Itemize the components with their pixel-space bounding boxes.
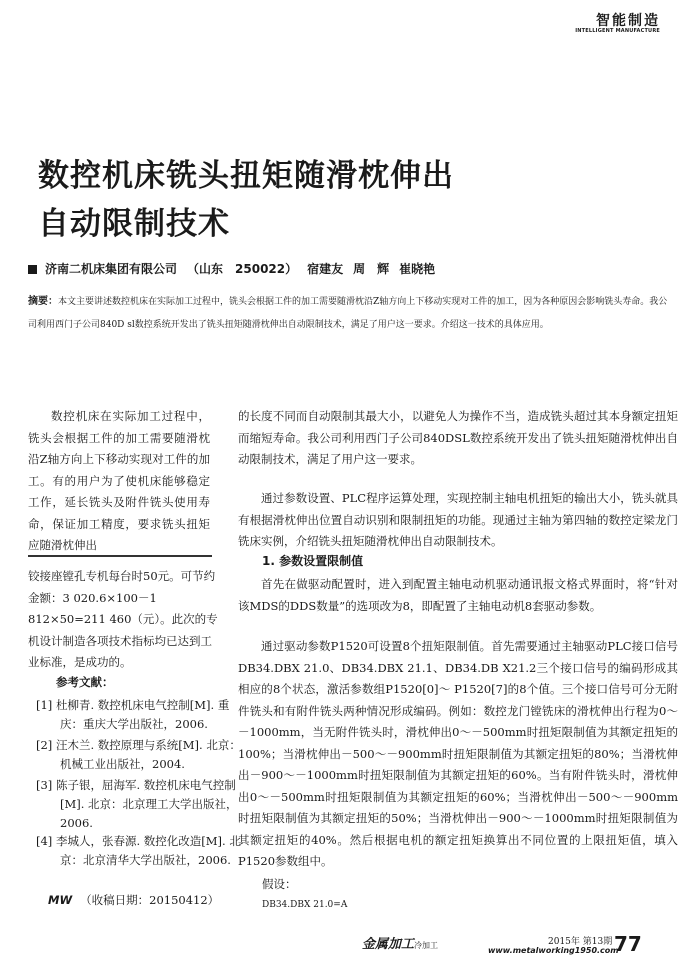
reference-item: [3] 陈子银，屈海军. 数控机床电气控制[M]. 北京：北京理工大学出版社，2006. — [36, 778, 238, 830]
formula-line: DB34.DBX 21.0=A — [262, 900, 348, 910]
body-paragraph — [238, 636, 678, 873]
abstract-text: 本文主要讲述数控机床在实际加工过程中，铣头会根据工件的加工需要随滑枕沿Z轴方向上下移动实现对工件的加工，因为各种原因会影响铣头寿命。我公司利用西门子公司840D sl数控系统开发出了铣头扭矩随滑枕伸出自动限制技术，满足了用户这一要求。介绍这一技术的具体应用。 — [28, 297, 668, 330]
author: 周 辉 — [353, 262, 390, 276]
reference-item: [1] 杜柳青. 数控机床电气控制[M]. 重庆：重庆大学出版社，2006. — [36, 698, 230, 731]
affiliation-line — [28, 260, 445, 277]
paragraph-text: 通过驱动参数P1520可设置8个扭矩限制值。首先需要通过主轴驱动PLC接口信号DB34.DBX 21.0、DB34.DBX 21.1、DB34.DB X21.2三个接口信号的编码形成其相应的8个状态，激活参数组P1520[0]～ P1520[7]的8个值。三个接口信号可分无附件铣头和有附件铣头两种情况形成编码。例如：数控龙门镗铣床的滑枕伸出行程为0～－1000mm，当无附件铣头时，滑枕伸出0～－500mm时扭矩限制值为其额定扭矩的100%；当滑枕伸出－500～－900mm时扭矩限制值为其额定扭矩的80%；当滑枕伸出－900～－1000mm时扭矩限制值为其额定扭矩的60%。当有附件铣头时，滑枕伸出0～－500mm时扭矩限制值为其额定扭矩的60%；当滑枕伸出－500～－900mm时扭矩限制值为其额定扭矩的50%；当滑枕伸出－900～－1000mm时扭矩限制值为其额定扭矩的40%。然后根据电机的额定扭矩换算出不同位置的上限扭矩值，填入P1520参数组中。 — [238, 639, 678, 868]
body-paragraph — [238, 488, 678, 553]
paragraph-text: 的长度不同而自动限制其最大小，以避免人为操作不当，造成铣头超过其本身额定扭矩而缩短寿命。我公司利用西门子公司840DSL数控系统开发出了铣头扭矩随滑枕伸出自动限制技术，满足了用户这一要求。 — [238, 409, 678, 466]
organization: 济南二机床集团有限公司 — [45, 262, 178, 276]
received-date — [48, 892, 219, 908]
reference-item: [2] 汪木兰. 数控原理与系统[M]. 北京：机械工业出版社，2004. — [36, 738, 241, 771]
abstract-label: 摘要： — [28, 296, 58, 307]
section-heading: 1. 参数设置限制值 — [262, 554, 364, 568]
article-title-line1: 数控机床铣头扭矩随滑枕伸出 — [38, 158, 454, 194]
body-paragraph — [238, 574, 678, 617]
paragraph-text: 首先在做驱动配置时，进入到配置主轴电动机驱动通讯报文格式界面时，将“针对该MDS的DDS数量”的选项改为8，即配置了主轴电动机8套驱动参数。 — [238, 577, 678, 613]
issue-number: 2015年 第13期 — [548, 937, 613, 947]
journal-section-title: 智能制造 — [596, 13, 660, 29]
intro-paragraph: 数控机床在实际加工过程中，铣头会根据工件的加工需要随滑枕沿Z轴方向上下移动实现对工件的加工。有的用户为了使机床能够稳定工作，延长铣头及附件铣头使用寿命，保证加工精度，要求铣头扭矩应随滑枕伸出 — [28, 409, 210, 552]
reference-item: [4] 李城人，张春源. 数控化改造[M]. 北京：北京清华大学出版社，2006. — [36, 834, 241, 867]
assume-label: 假设： — [262, 877, 297, 891]
abstract — [28, 290, 668, 337]
paragraph-text: 通过参数设置、PLC程序运算处理，实现控制主轴电机扭矩的输出大小，铣头就具有根据滑枕伸出位置自动识别和限制扭矩的功能。现通过主轴为第四轴的数控定梁龙门铣床实例，介绍铣头扭矩随滑枕伸出自动限制技术。 — [238, 491, 678, 548]
bullet-square-icon — [28, 265, 37, 274]
body-paragraph — [238, 406, 678, 471]
journal-url: www.metalworking1950.com — [488, 946, 619, 955]
brand-subtitle: 冷加工 — [414, 941, 439, 950]
received-text: （收稿日期：20150412） — [80, 893, 220, 907]
author: 崔晓艳 — [399, 262, 436, 276]
mw-logo: MW — [48, 893, 73, 907]
journal-section-subtitle: INTELLIGENT MANUFACTURE — [575, 28, 660, 34]
previous-article-ending: 铰接座镗孔专机每台时50元。可节约金额：3 020.6×100－1 812×50=211 460（元）。此次的专机设计制造各项技术指标均已达到工业标准，是成功的。 — [28, 569, 218, 669]
column-divider — [28, 555, 212, 557]
page-number: 77 — [614, 932, 642, 956]
brand-name: 金属加工 — [362, 937, 415, 952]
article-title-line2: 自动限制技术 — [38, 206, 230, 242]
author: 宿建友 — [307, 262, 344, 276]
references-heading: 参考文献： — [56, 675, 114, 689]
location: （山东 250022） — [187, 262, 298, 276]
journal-brand — [362, 933, 438, 952]
